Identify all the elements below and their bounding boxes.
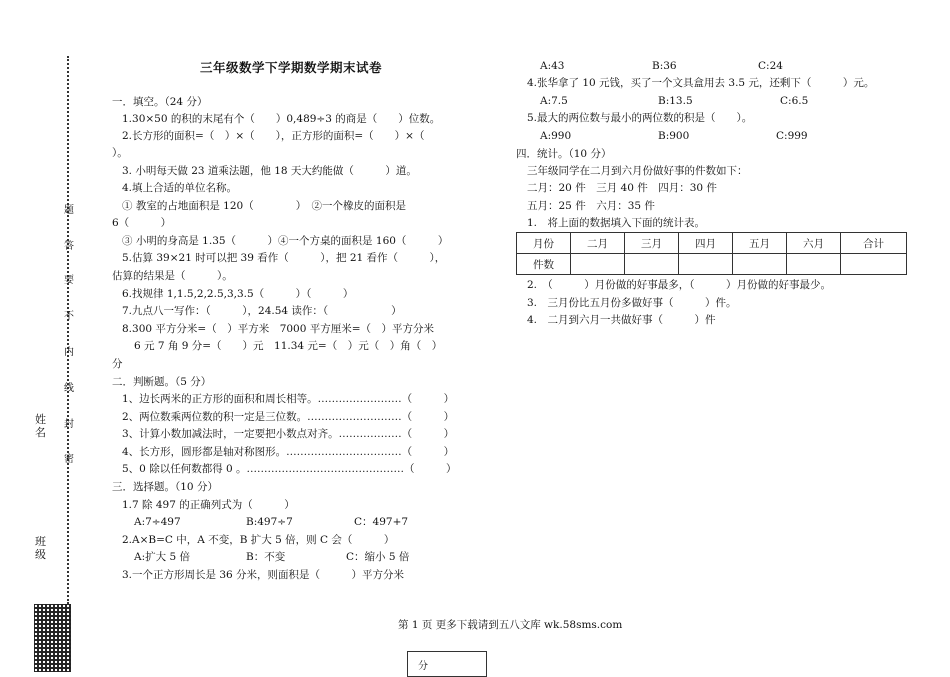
table-cell: 件数 — [517, 254, 571, 275]
question-line: 5.估算 39×21 时可以把 39 看作（ ），把 21 看作（ ）， — [122, 252, 446, 264]
statistics-table — [516, 232, 907, 275]
question-line: 分 — [112, 358, 123, 370]
question-line: 1. 将上面的数据填入下面的统计表。 — [527, 217, 706, 229]
table-cell: 五月 — [733, 233, 787, 254]
question-line: 1.30×50 的积的末尾有个（ ）0,489÷3 的商是（ ）位数。 — [122, 113, 441, 125]
table-cell-empty[interactable] — [571, 254, 625, 275]
stat-data: 五月：25 件 六月：35 件 — [527, 200, 655, 212]
binding-char: 要 — [64, 275, 74, 286]
table-cell-empty[interactable] — [787, 254, 841, 275]
question-line: 1.7 除 497 的正确列式为（ ） — [122, 499, 295, 511]
page-footer: 第 1 页 更多下载请到五八文库 wk.58sms.com — [398, 619, 623, 631]
table-cell: 六月 — [787, 233, 841, 254]
score-label: 分 — [418, 661, 428, 672]
option-a: A:990 — [540, 130, 572, 142]
option-a: A:7.5 — [540, 95, 568, 107]
section-heading: 三．选择题。（10 分） — [112, 481, 218, 493]
binding-char: 答 — [64, 241, 74, 252]
section-heading: 一．填空。（24 分） — [112, 96, 208, 108]
option-b: B:13.5 — [658, 95, 693, 107]
question-line: 6（ ） — [112, 217, 172, 229]
option-a: A:43 — [540, 60, 565, 72]
question-line: 2. （ ）月份做的好事最多，（ ）月份做的好事最少。 — [527, 279, 832, 291]
option-c: C:6.5 — [780, 95, 809, 107]
question-line: ① 教室的占地面积是 120（ ） ②一个橡皮的面积是 — [122, 200, 406, 212]
binding-char: 内 — [64, 347, 74, 358]
option-a: A:扩大 5 倍 — [134, 551, 190, 563]
option-c: C:24 — [758, 60, 783, 72]
name-label: 姓名 — [35, 413, 46, 439]
option-b: B:900 — [658, 130, 690, 142]
judge-line: 5、0 除以任何数都得 0 。………………………………………（ ） — [122, 463, 457, 475]
binding-dotted-line — [67, 56, 69, 604]
binding-char: 线 — [64, 383, 74, 394]
question-line: ③ 小明的身高是 1.35（ ）④一个方桌的面积是 160（ ） — [122, 235, 449, 247]
table-cell: 合计 — [841, 233, 907, 254]
question-line: 4.填上合适的单位名称。 — [122, 182, 238, 194]
table-header-row — [517, 233, 907, 254]
question-line: 6.找规律 1,1.5,2,2.5,3,3.5（ ）（ ） — [122, 288, 354, 300]
stat-data: 二月：20 件 三月 40 件 四月：30 件 — [527, 182, 717, 194]
question-line: 6 元 7 角 9 分=（ ）元 11.34 元=（ ）元（ ）角（ ） — [134, 340, 443, 352]
option-c: C：497+7 — [354, 516, 409, 528]
option-b: B：不变 — [246, 551, 286, 563]
page-title: 三年级数学下学期数学期末试卷 — [200, 60, 383, 75]
question-line: 3.一个正方形周长是 36 分米，则面积是（ ）平方分米 — [122, 569, 405, 581]
question-line: 估算的结果是（ ）。 — [112, 270, 233, 282]
binding-char: 不 — [64, 311, 74, 322]
table-cell-empty[interactable] — [679, 254, 733, 275]
option-c: C：缩小 5 倍 — [346, 551, 410, 563]
question-line: 3. 小明每天做 23 道乘法题，他 18 天大约能做（ ）道。 — [122, 165, 417, 177]
class-label: 班级 — [35, 535, 46, 561]
judge-line: 1、边长两米的正方形的面积和周长相等。……………………（ ） — [122, 393, 455, 405]
stat-intro: 三年级同学在二月到六月份做好事的件数如下： — [527, 165, 748, 177]
section-heading: 四．统计。（10 分） — [516, 148, 612, 160]
table-cell: 二月 — [571, 233, 625, 254]
table-cell: 三月 — [625, 233, 679, 254]
table-cell: 四月 — [679, 233, 733, 254]
judge-line: 2、两位数乘两位数的积一定是三位数。………………………（ ） — [122, 411, 455, 423]
score-box — [407, 651, 487, 677]
option-c: C:999 — [776, 130, 808, 142]
question-line: ）。 — [112, 147, 128, 159]
question-line: 3. 三月份比五月份多做好事（ ）件。 — [527, 297, 737, 309]
question-line: 2.长方形的面积=（ ）×（ ），正方形的面积=（ ）×（ — [122, 130, 425, 142]
table-cell-empty[interactable] — [625, 254, 679, 275]
table-cell: 月份 — [517, 233, 571, 254]
question-line: 5.最大的两位数与最小的两位数的积是（ ）。 — [527, 112, 753, 124]
option-b: B:36 — [652, 60, 677, 72]
table-cell-empty[interactable] — [733, 254, 787, 275]
judge-line: 4、长方形，圆形都是轴对称图形。……………………………（ ） — [122, 446, 455, 458]
question-line: 2.A×B=C 中，A 不变，B 扩大 5 倍，则 C 会（ ） — [122, 534, 395, 546]
question-line: 4. 二月到六月一共做好事（ ）件 — [527, 314, 716, 326]
option-b: B:497÷7 — [246, 516, 293, 528]
judge-line: 3、计算小数加减法时，一定要把小数点对齐。………………（ ） — [122, 428, 455, 440]
binding-char: 题 — [64, 205, 74, 216]
question-line: 4.张华拿了 10 元钱，买了一个文具盒用去 3.5 元，还剩下（ ）元。 — [527, 77, 875, 89]
option-a: A:7÷497 — [134, 516, 181, 528]
question-line: 8.300 平方分米=（ ）平方米 7000 平方厘米=（ ）平方分米 — [122, 323, 435, 335]
table-row — [517, 254, 907, 275]
binding-char: 密 — [64, 454, 74, 465]
decorative-pattern — [34, 604, 71, 672]
section-heading: 二．判断题。（5 分） — [112, 376, 212, 388]
table-cell-empty[interactable] — [841, 254, 907, 275]
question-line: 7.九点八一写作：（ ），24.54 读作：（ ） — [122, 305, 402, 317]
binding-char: 封 — [64, 419, 74, 430]
